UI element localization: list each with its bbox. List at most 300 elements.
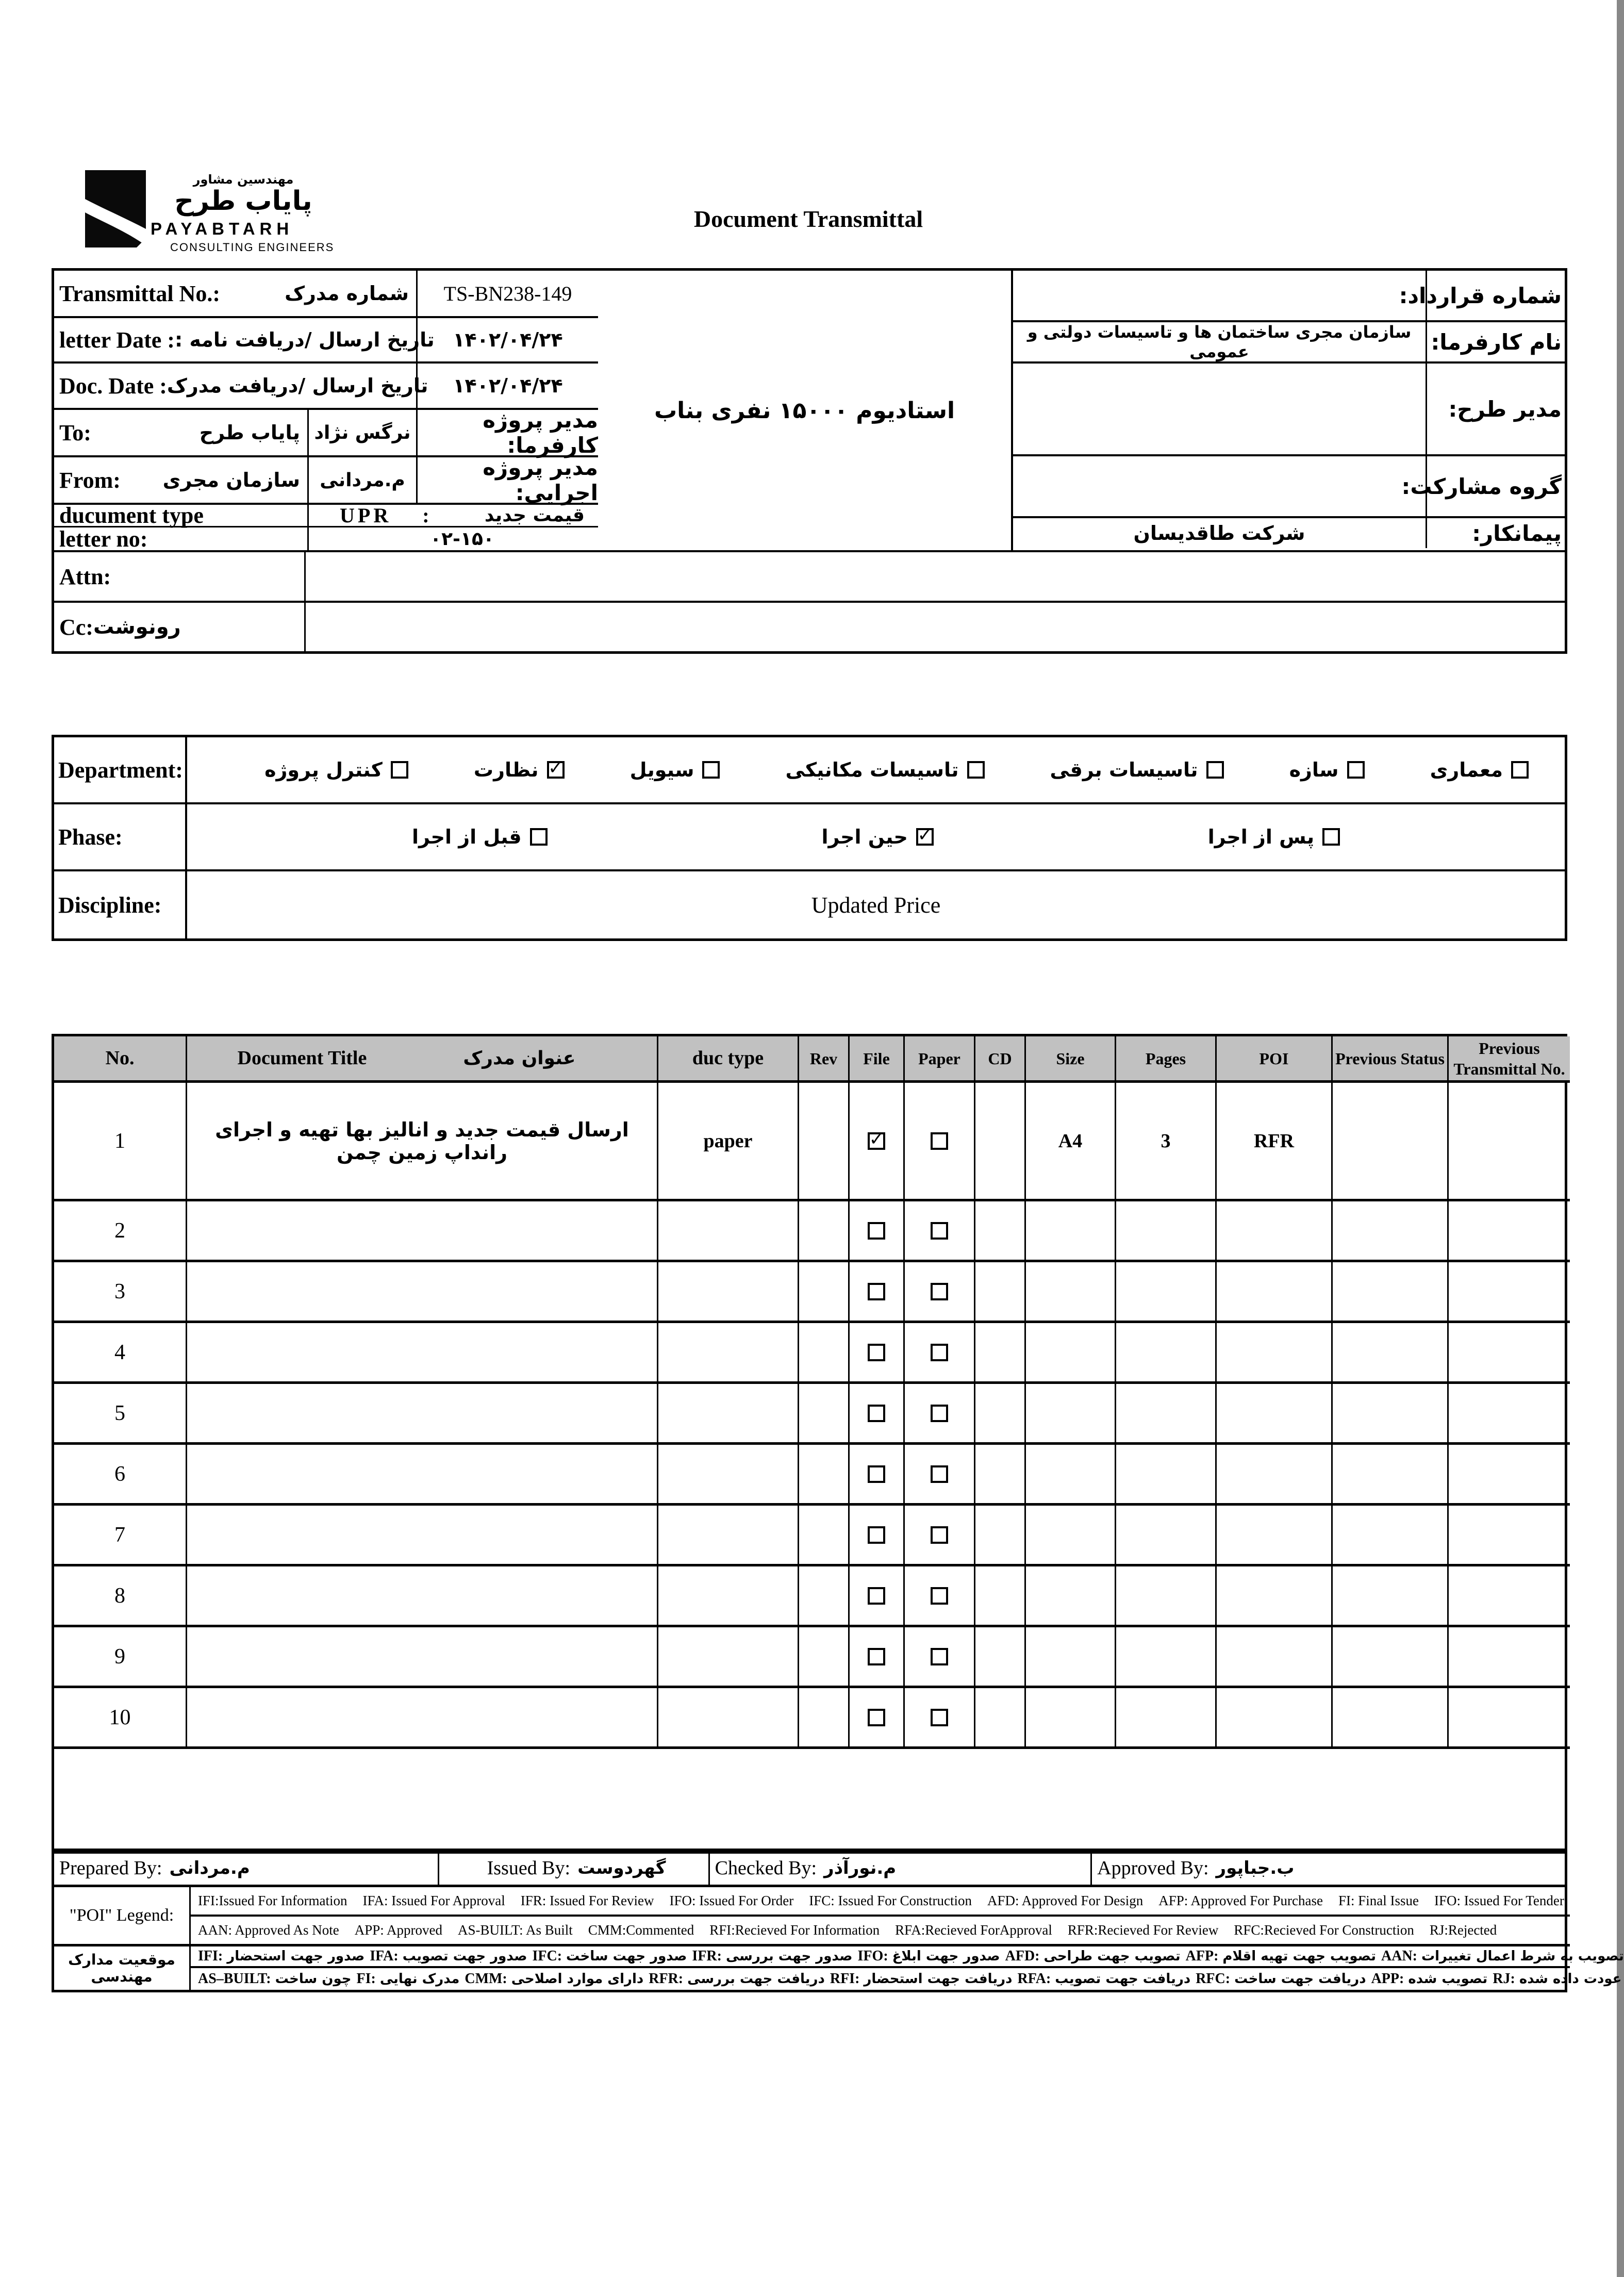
doc-row-10-pages[interactable] — [1116, 1688, 1217, 1749]
to-person[interactable]: نرگس نژاد — [309, 410, 418, 457]
prepared-by-cell[interactable]: Prepared By: م.مردانی — [54, 1851, 439, 1885]
file-checkbox-row-5[interactable] — [868, 1405, 885, 1422]
doc-row-5-no[interactable]: 5 — [54, 1384, 187, 1445]
doc-row-1-file[interactable] — [850, 1083, 905, 1201]
phase-item-0-label: پس از اجرا — [1207, 826, 1315, 848]
poi-en2-item-0: AAN: Approved As Note — [198, 1922, 339, 1938]
poi-fa1-item-7-desc: تصویب به شرط اعمال تغییرات — [1421, 1949, 1624, 1964]
department-item-4-checkbox[interactable] — [702, 761, 720, 779]
department-item-5 — [474, 758, 565, 781]
poi-fa2-item-7-desc: تصویب شده — [1408, 1971, 1488, 1987]
paper-checkbox-row-8[interactable] — [931, 1587, 948, 1605]
letter-no-value[interactable]: ۰۲-۱۵۰ — [430, 528, 494, 550]
column-header-pages: Pages — [1116, 1036, 1217, 1083]
department-item-0-label: معماری — [1430, 758, 1503, 781]
doc-row-7-duc_type[interactable] — [658, 1506, 799, 1566]
paper-checkbox-row-7[interactable] — [931, 1526, 948, 1544]
poi-fa2-item-7-code: APP: — [1371, 1971, 1404, 1987]
file-checkbox-row-8[interactable] — [868, 1587, 885, 1605]
phase-items — [187, 804, 1565, 869]
department-item-1-label: سازه — [1289, 758, 1339, 781]
doc-row-9-file[interactable] — [850, 1627, 905, 1688]
doc-row-2-duc_type[interactable] — [658, 1201, 799, 1262]
poi-legend-fa-line2 — [191, 1968, 1622, 1990]
poi-fa1-item-0-code: IFI: — [198, 1948, 223, 1964]
doc-row-4-poi[interactable] — [1217, 1323, 1333, 1384]
doc-row-8-title[interactable] — [187, 1566, 658, 1627]
department-item-2-checkbox[interactable] — [1206, 761, 1224, 779]
poi-fa2-item-4 — [830, 1971, 1013, 1987]
poi-en2-item-7: RFC:Recieved For Construction — [1234, 1922, 1414, 1938]
doc-row-1-size[interactable]: A4 — [1026, 1083, 1116, 1201]
file-checkbox-row-3[interactable] — [868, 1283, 885, 1300]
doc-row-5-poi[interactable] — [1217, 1384, 1333, 1445]
phase-item-0-checkbox[interactable] — [1322, 828, 1340, 846]
doc-row-5-paper[interactable] — [905, 1384, 975, 1445]
approved-by-cell[interactable]: Approved By: ب.جباپور — [1097, 1857, 1295, 1879]
cc-value[interactable] — [306, 603, 1565, 651]
doc-row-3-duc_type[interactable] — [658, 1262, 799, 1323]
info-right-label-3: گروه مشارکت: — [1426, 456, 1565, 518]
poi-en2-item-5: RFA:Recieved ForApproval — [895, 1922, 1052, 1938]
doc-row-4-cd[interactable] — [975, 1323, 1026, 1384]
department-item-1-checkbox[interactable] — [1347, 761, 1365, 779]
attn-value[interactable] — [306, 552, 1565, 601]
poi-fa1-item-0-desc: صدور جهت استحضار — [227, 1949, 365, 1964]
doc-row-8-no[interactable]: 8 — [54, 1566, 187, 1627]
poi-en2-item-8: RJ:Rejected — [1429, 1922, 1497, 1938]
department-item-4-label: سیویل — [629, 758, 694, 781]
attn-row — [54, 550, 1565, 601]
doc-row-2-no[interactable]: 2 — [54, 1201, 187, 1262]
checked-by-cell[interactable]: Checked By: م.نورآذر — [710, 1851, 1092, 1885]
brand-block — [151, 172, 336, 254]
doc-row-1-duc_type[interactable]: paper — [658, 1083, 799, 1201]
brand-en-subtitle: CONSULTING ENGINEERS — [170, 241, 335, 254]
doc-row-6-prev_status[interactable] — [1333, 1445, 1449, 1506]
doc-row-6-file[interactable] — [850, 1445, 905, 1506]
poi-fa2-item-8-desc: عودت داده شده — [1519, 1971, 1622, 1987]
poi-fa2-item-0-desc: چون ساخت — [275, 1971, 352, 1987]
logo-swoosh-icon — [85, 170, 146, 248]
doc-row-6-paper[interactable] — [905, 1445, 975, 1506]
poi-fa1-item-5 — [1005, 1948, 1181, 1965]
doc-row-7-file[interactable] — [850, 1506, 905, 1566]
doc-row-1-pages[interactable]: 3 — [1116, 1083, 1217, 1201]
doc-row-7-prev_status[interactable] — [1333, 1506, 1449, 1566]
file-checkbox-row-1[interactable] — [868, 1132, 885, 1150]
issued-by-cell[interactable]: Issued By: گهردوست — [439, 1851, 709, 1885]
poi-fa1-item-3-desc: صدور جهت بررسی — [725, 1949, 853, 1964]
phase-item-2 — [412, 826, 548, 848]
poi-fa1-item-5-desc: تصویب جهت طراحی — [1043, 1949, 1181, 1964]
doc-row-9-no[interactable]: 9 — [54, 1627, 187, 1688]
phase-item-0 — [1208, 826, 1340, 848]
poi-en1-item-2: IFR: Issued For Review — [520, 1893, 654, 1908]
doc-row-3-prev_transmittal[interactable] — [1449, 1262, 1570, 1323]
doc-row-1-poi[interactable]: RFR — [1217, 1083, 1333, 1201]
poi-fa1-item-5-code: AFD: — [1005, 1948, 1040, 1964]
doc-row-4-rev[interactable] — [799, 1323, 850, 1384]
poi-en1-item-6: AFP: Approved For Purchase — [1158, 1893, 1323, 1908]
doc-row-8-pages[interactable] — [1116, 1566, 1217, 1627]
doc-row-4-prev_transmittal[interactable] — [1449, 1323, 1570, 1384]
poi-fa2-item-0 — [198, 1971, 352, 1987]
doc-row-8-poi[interactable] — [1217, 1566, 1333, 1627]
brand-en-name: PAYABTARH — [151, 219, 294, 239]
doc-row-9-pages[interactable] — [1116, 1627, 1217, 1688]
doc-row-7-prev_transmittal[interactable] — [1449, 1506, 1570, 1566]
discipline-value[interactable]: Updated Price — [811, 892, 941, 918]
doc-row-9-poi[interactable] — [1217, 1627, 1333, 1688]
column-header-file: File — [850, 1036, 905, 1083]
doc-row-6-poi[interactable] — [1217, 1445, 1333, 1506]
info-right-value-1[interactable]: سازمان مجری ساختمان ها و تاسیسات دولتی و عمومی — [1013, 322, 1426, 364]
doc-row-9-duc_type[interactable] — [658, 1627, 799, 1688]
paper-checkbox-row-10[interactable] — [931, 1709, 948, 1726]
poi-fa1-item-4-code: IFO: — [857, 1948, 888, 1964]
table-footer-empty-area — [54, 1749, 1570, 1851]
doc-row-2-paper[interactable] — [905, 1201, 975, 1262]
poi-fa1-item-7-code: AAN: — [1381, 1948, 1417, 1964]
doc-row-7-title[interactable] — [187, 1506, 658, 1566]
poi-fa1-item-6-desc: تصویب جهت تهیه اقلام — [1222, 1949, 1376, 1964]
doc-row-6-title[interactable] — [187, 1445, 658, 1506]
doc-row-8-duc_type[interactable] — [658, 1566, 799, 1627]
poi-fa2-item-1-desc: مدرک نهایی — [379, 1971, 460, 1987]
doc-row-9-title[interactable] — [187, 1627, 658, 1688]
doc-row-9-size[interactable] — [1026, 1627, 1116, 1688]
info-right-value-2[interactable] — [1013, 364, 1426, 456]
doc-row-10-cd[interactable] — [975, 1688, 1026, 1749]
poi-fa2-item-8-code: RJ: — [1493, 1971, 1515, 1987]
doc-row-7-poi[interactable] — [1217, 1506, 1333, 1566]
doc-row-4-duc_type[interactable] — [658, 1323, 799, 1384]
poi-legend-fa-line1 — [191, 1946, 1624, 1968]
doc-row-9-cd[interactable] — [975, 1627, 1026, 1688]
from-role-label: مدیر پروژه اجرایی: — [418, 457, 598, 505]
doc-row-9-prev_transmittal[interactable] — [1449, 1627, 1570, 1688]
doc-row-8-paper[interactable] — [905, 1566, 975, 1627]
column-header-no: No. — [54, 1036, 187, 1083]
doc-row-6-no[interactable]: 6 — [54, 1445, 187, 1506]
info-right-label-0: شماره قرارداد: — [1426, 271, 1565, 322]
doc-row-10-rev[interactable] — [799, 1688, 850, 1749]
doc-row-5-cd[interactable] — [975, 1384, 1026, 1445]
poi-fa2-item-5-code: RFA: — [1017, 1971, 1051, 1987]
letter-no-label: letter no: — [54, 527, 309, 550]
doc-row-9-rev[interactable] — [799, 1627, 850, 1688]
doc-row-6-cd[interactable] — [975, 1445, 1026, 1506]
poi-fa2-item-0-code: AS–BUILT: — [198, 1971, 271, 1987]
doc-row-9-paper[interactable] — [905, 1627, 975, 1688]
department-item-6-checkbox[interactable] — [391, 761, 408, 779]
poi-legend-label: "POI" Legend: — [54, 1887, 191, 1946]
column-header-title — [187, 1036, 658, 1083]
from-person[interactable]: م.مردانی — [309, 457, 418, 505]
column-header-cd: CD — [975, 1036, 1026, 1083]
poi-en2-item-6: RFR:Recieved For Review — [1067, 1922, 1219, 1938]
document-type-value[interactable]: UPR : قیمت جدید — [309, 505, 598, 527]
poi-en1-item-4: IFC: Issued For Construction — [809, 1893, 972, 1908]
phase-item-1-checkbox[interactable] — [916, 828, 934, 846]
doc-row-6-rev[interactable] — [799, 1445, 850, 1506]
letter-date-value[interactable]: ۱۴۰۲/۰۴/۲۴ — [418, 318, 598, 364]
doc-row-3-no[interactable]: 3 — [54, 1262, 187, 1323]
doc-row-3-rev[interactable] — [799, 1262, 850, 1323]
doc-row-10-duc_type[interactable] — [658, 1688, 799, 1749]
poi-fa1-item-2 — [532, 1948, 687, 1965]
poi-fa2-item-5-desc: دریافت جهت تصویب — [1055, 1971, 1191, 1987]
doc-row-1-cd[interactable] — [975, 1083, 1026, 1201]
doc-row-10-file[interactable] — [850, 1688, 905, 1749]
doc-row-5-prev_transmittal[interactable] — [1449, 1384, 1570, 1445]
brand-fa-name: پایاب طرح — [174, 186, 312, 217]
discipline-label: Discipline: — [54, 871, 187, 938]
doc-row-2-size[interactable] — [1026, 1201, 1116, 1262]
paper-checkbox-row-2[interactable] — [931, 1222, 948, 1240]
doc-row-2-title[interactable] — [187, 1201, 658, 1262]
paper-checkbox-row-5[interactable] — [931, 1405, 948, 1422]
doc-row-1-paper[interactable] — [905, 1083, 975, 1201]
issued-by-name: گهردوست — [577, 1857, 666, 1878]
doc-row-5-duc_type[interactable] — [658, 1384, 799, 1445]
doc-row-5-title[interactable] — [187, 1384, 658, 1445]
doc-row-3-title[interactable] — [187, 1262, 658, 1323]
file-checkbox-row-10[interactable] — [868, 1709, 885, 1726]
doc-row-3-cd[interactable] — [975, 1262, 1026, 1323]
column-header-paper: Paper — [905, 1036, 975, 1083]
poi-fa2-item-8 — [1493, 1971, 1621, 1987]
poi-fa2-item-3-desc: دریافت جهت بررسی — [687, 1971, 825, 1987]
doc-row-2-poi[interactable] — [1217, 1201, 1333, 1262]
doc-row-3-paper[interactable] — [905, 1262, 975, 1323]
project-name-cell — [598, 271, 1013, 550]
approved-by-name: ب.جباپور — [1216, 1857, 1295, 1878]
document-list-table — [52, 1034, 1567, 1854]
info-right-label-4: پیمانکار: — [1426, 518, 1565, 548]
cc-label: Cc: رونوشت — [54, 603, 306, 651]
doc-row-8-prev_status[interactable] — [1333, 1566, 1449, 1627]
doc-row-10-prev_transmittal[interactable] — [1449, 1688, 1570, 1749]
department-label: Department: — [54, 737, 187, 802]
doc-row-5-size[interactable] — [1026, 1384, 1116, 1445]
department-item-5-checkbox[interactable] — [547, 761, 565, 779]
signature-row — [52, 1849, 1567, 1885]
poi-fa1-item-6-code: AFP: — [1185, 1948, 1219, 1964]
poi-en2-item-2: AS-BUILT: As Built — [458, 1922, 573, 1938]
doc-row-8-prev_transmittal[interactable] — [1449, 1566, 1570, 1627]
doc-row-3-file[interactable] — [850, 1262, 905, 1323]
department-item-2-label: تاسیسات برقی — [1050, 758, 1198, 781]
poi-fa2-item-2 — [465, 1971, 643, 1987]
doc-row-4-paper[interactable] — [905, 1323, 975, 1384]
poi-fa2-item-6-code: RFC: — [1196, 1971, 1231, 1987]
doc-row-6-pages[interactable] — [1116, 1445, 1217, 1506]
poi-fa1-item-3-code: IFR: — [692, 1948, 722, 1964]
attn-label: Attn: — [54, 552, 306, 601]
poi-en1-item-0: IFI:Issued For Information — [198, 1893, 347, 1908]
doc-row-7-rev[interactable] — [799, 1506, 850, 1566]
to-label: To: پایاب طرح — [54, 410, 309, 457]
doc-row-8-rev[interactable] — [799, 1566, 850, 1627]
column-header-prev_status: Previous Status — [1333, 1036, 1449, 1083]
doc-row-10-prev_status[interactable] — [1333, 1688, 1449, 1749]
phase-label: Phase: — [54, 804, 187, 869]
file-checkbox-row-2[interactable] — [868, 1222, 885, 1240]
paper-checkbox-row-3[interactable] — [931, 1283, 948, 1300]
column-header-title-fa: عنوان مدرک — [463, 1048, 576, 1069]
from-label: From: سازمان مجری — [54, 457, 309, 505]
phase-item-1 — [821, 826, 933, 848]
doc-row-8-cd[interactable] — [975, 1566, 1026, 1627]
department-item-5-label: نظارت — [473, 758, 539, 781]
doc-row-9-prev_status[interactable] — [1333, 1627, 1449, 1688]
info-right-value-0[interactable] — [1013, 271, 1426, 322]
doc-row-7-cd[interactable] — [975, 1506, 1026, 1566]
doc-row-4-prev_status[interactable] — [1333, 1323, 1449, 1384]
phase-item-2-label: قبل از اجرا — [411, 826, 522, 848]
poi-fa2-item-6-desc: دریافت جهت ساخت — [1234, 1971, 1366, 1987]
doc-row-10-poi[interactable] — [1217, 1688, 1333, 1749]
doc-row-1-rev[interactable] — [799, 1083, 850, 1201]
doc-row-10-paper[interactable] — [905, 1688, 975, 1749]
department-items — [187, 737, 1565, 802]
doc-row-10-size[interactable] — [1026, 1688, 1116, 1749]
doc-row-2-pages[interactable] — [1116, 1201, 1217, 1262]
poi-legend-en-line1 — [191, 1887, 1570, 1917]
doc-row-4-file[interactable] — [850, 1323, 905, 1384]
column-header-prev_transmittal: Previous Transmittal No. — [1449, 1036, 1570, 1083]
info-right-value-4[interactable]: شرکت طاقدیسان — [1133, 522, 1305, 544]
department-row — [54, 737, 1565, 804]
phase-item-1-label: حین اجرا — [821, 826, 908, 848]
poi-fa1-item-2-desc: صدور جهت ساخت — [566, 1949, 687, 1964]
doc-row-3-prev_status[interactable] — [1333, 1262, 1449, 1323]
doc-row-3-poi[interactable] — [1217, 1262, 1333, 1323]
file-checkbox-row-7[interactable] — [868, 1526, 885, 1544]
poi-en2-item-3: CMM:Commented — [588, 1922, 694, 1938]
brand-fa-small: مهندسین مشاور — [193, 172, 294, 187]
doc-row-4-size[interactable] — [1026, 1323, 1116, 1384]
letter-date-label: letter Date : تاریخ ارسال /دریافت نامه : — [54, 318, 418, 364]
doc-row-5-pages[interactable] — [1116, 1384, 1217, 1445]
column-header-title-en: Document Title — [237, 1047, 367, 1069]
poi-fa1-item-1-desc: صدور جهت تصویب — [402, 1949, 527, 1964]
poi-fa2-item-2-desc: دارای موارد اصلاحی — [511, 1971, 644, 1987]
document-type-label: ducument type — [54, 505, 309, 527]
doc-row-2-rev[interactable] — [799, 1201, 850, 1262]
poi-legend — [52, 1885, 1624, 1992]
poi-fa2-item-4-desc: دریافت جهت استحضار — [864, 1971, 1013, 1987]
doc-date-value[interactable]: ۱۴۰۲/۰۴/۲۴ — [418, 364, 598, 410]
department-item-3 — [786, 758, 985, 781]
doc-row-5-rev[interactable] — [799, 1384, 850, 1445]
poi-en2-item-1: APP: Approved — [354, 1922, 443, 1938]
transmittal-no-value[interactable]: TS-BN238-149 — [418, 271, 598, 318]
paper-checkbox-row-4[interactable] — [931, 1344, 948, 1361]
doc-row-6-duc_type[interactable] — [658, 1445, 799, 1506]
phase-item-2-checkbox[interactable] — [530, 828, 548, 846]
classification-table — [52, 735, 1567, 941]
paper-checkbox-row-6[interactable] — [931, 1465, 948, 1483]
to-role-label: مدیر پروژه کارفرما: — [418, 410, 598, 457]
info-right-label-1: نام کارفرما: — [1426, 322, 1565, 364]
info-left-grid — [54, 271, 598, 550]
column-header-poi: POI — [1217, 1036, 1333, 1083]
doc-row-5-file[interactable] — [850, 1384, 905, 1445]
doc-row-2-cd[interactable] — [975, 1201, 1026, 1262]
doc-row-4-title[interactable] — [187, 1323, 658, 1384]
checked-by-name: م.نورآذر — [824, 1857, 897, 1878]
info-right-grid — [1013, 271, 1565, 550]
transmittal-info-table — [52, 268, 1567, 654]
poi-en1-item-1: IFA: Issued For Approval — [362, 1893, 505, 1908]
file-checkbox-row-6[interactable] — [868, 1465, 885, 1483]
doc-row-7-paper[interactable] — [905, 1506, 975, 1566]
page-title: Document Transmittal — [693, 206, 923, 232]
doc-row-1-prev_transmittal[interactable] — [1449, 1083, 1570, 1201]
doc-row-4-pages[interactable] — [1116, 1323, 1217, 1384]
doc-row-1-no[interactable]: 1 — [54, 1083, 187, 1201]
poi-fa1-item-6 — [1186, 1948, 1376, 1965]
doc-row-3-pages[interactable] — [1116, 1262, 1217, 1323]
poi-fa2-item-5 — [1018, 1971, 1191, 1987]
info-right-value-3[interactable] — [1013, 456, 1426, 518]
department-item-6 — [264, 758, 408, 781]
doc-row-6-size[interactable] — [1026, 1445, 1116, 1506]
poi-fa1-item-7 — [1381, 1948, 1624, 1965]
doc-row-2-file[interactable] — [850, 1201, 905, 1262]
doc-row-10-no[interactable]: 10 — [54, 1688, 187, 1749]
poi-fa2-item-1 — [357, 1971, 460, 1987]
doc-date-label: Doc. Date : تاریخ ارسال /دریافت مدرک — [54, 364, 418, 410]
department-item-0-checkbox[interactable] — [1511, 761, 1529, 779]
poi-fa2-item-3 — [649, 1971, 825, 1987]
doc-row-4-no[interactable]: 4 — [54, 1323, 187, 1384]
department-item-4 — [630, 758, 720, 781]
doc-row-1-title[interactable]: ارسال قیمت جدید و انالیز بها تهیه و اجرای رانداپ زمین چمن — [187, 1083, 658, 1201]
doc-row-7-size[interactable] — [1026, 1506, 1116, 1566]
doc-row-8-file[interactable] — [850, 1566, 905, 1627]
doc-row-2-prev_transmittal[interactable] — [1449, 1201, 1570, 1262]
doc-row-2-prev_status[interactable] — [1333, 1201, 1449, 1262]
department-item-2 — [1050, 758, 1224, 781]
file-checkbox-row-9[interactable] — [868, 1648, 885, 1665]
cc-row — [54, 601, 1565, 651]
paper-checkbox-row-9[interactable] — [931, 1648, 948, 1665]
poi-fa2-item-3-code: RFR: — [649, 1971, 684, 1987]
column-header-size: Size — [1026, 1036, 1116, 1083]
poi-legend-fa-label: موقعیت مدارک مهندسی — [54, 1946, 191, 1990]
doc-row-6-prev_transmittal[interactable] — [1449, 1445, 1570, 1506]
department-item-3-checkbox[interactable] — [967, 761, 985, 779]
file-checkbox-row-4[interactable] — [868, 1344, 885, 1361]
doc-row-7-no[interactable]: 7 — [54, 1506, 187, 1566]
doc-row-10-title[interactable] — [187, 1688, 658, 1749]
column-header-duc_type: duc type — [658, 1036, 799, 1083]
doc-row-3-size[interactable] — [1026, 1262, 1116, 1323]
paper-checkbox-row-1[interactable] — [931, 1132, 948, 1150]
info-right-label-2: مدیر طرح: — [1426, 364, 1565, 456]
doc-row-7-pages[interactable] — [1116, 1506, 1217, 1566]
poi-fa1-item-3 — [692, 1948, 852, 1965]
doc-row-5-prev_status[interactable] — [1333, 1384, 1449, 1445]
doc-row-1-prev_status[interactable] — [1333, 1083, 1449, 1201]
doc-row-8-size[interactable] — [1026, 1566, 1116, 1627]
phase-row — [54, 804, 1565, 871]
poi-fa1-item-0 — [198, 1948, 364, 1965]
